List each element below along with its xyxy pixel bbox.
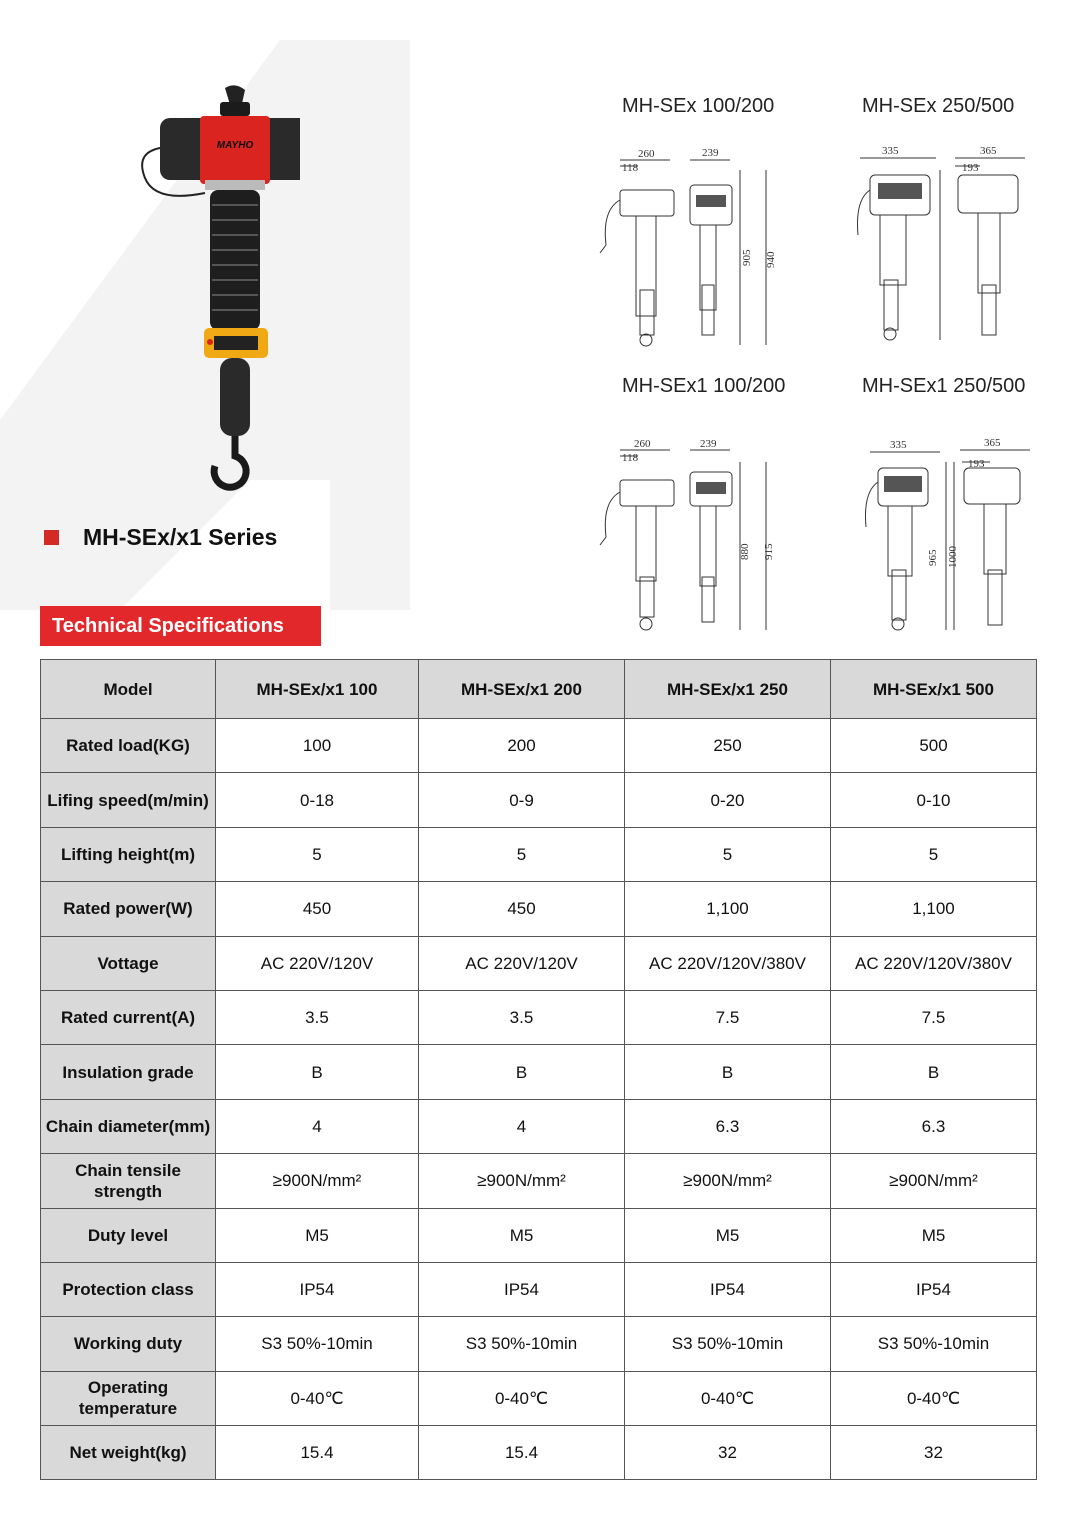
diagram-title: MH-SEx 250/500 (862, 95, 1015, 117)
table-row (41, 1262, 1037, 1316)
row-label: Insulation grade (41, 1045, 216, 1099)
table-cell: B (831, 1045, 1037, 1099)
row-label: Lifting height(m) (41, 827, 216, 881)
table-cell: 3.5 (419, 990, 625, 1044)
table-cell: 0-10 (831, 773, 1037, 827)
row-label: Rated current(A) (41, 990, 216, 1044)
dimension-label: 118 (622, 162, 639, 174)
table-cell: ≥900N/mm² (831, 1154, 1037, 1208)
table-row (41, 1317, 1037, 1371)
column-header: MH-SEx/x1 250 (625, 660, 831, 719)
row-label: Protection class (41, 1262, 216, 1316)
table-row (41, 990, 1037, 1044)
table-cell: AC 220V/120V (216, 936, 419, 990)
table-cell: 450 (419, 882, 625, 936)
table-cell: 15.4 (419, 1426, 625, 1480)
table-cell: ≥900N/mm² (419, 1154, 625, 1208)
column-header: Model (41, 660, 216, 719)
dimension-label: 335 (882, 145, 899, 157)
dimension-label: 193 (968, 458, 985, 470)
table-cell: 4 (216, 1099, 419, 1153)
table-cell: 6.3 (625, 1099, 831, 1153)
table-cell: 3.5 (216, 990, 419, 1044)
table-cell: 1,100 (831, 882, 1037, 936)
row-label: Vottage (41, 936, 216, 990)
table-cell: 7.5 (625, 990, 831, 1044)
table-cell: 6.3 (831, 1099, 1037, 1153)
table-cell: 4 (419, 1099, 625, 1153)
table-cell: 450 (216, 882, 419, 936)
table-cell: 5 (419, 827, 625, 881)
row-label: Lifing speed(m/min) (41, 773, 216, 827)
table-cell: B (625, 1045, 831, 1099)
row-label: Rated power(W) (41, 882, 216, 936)
table-cell: 5 (216, 827, 419, 881)
series-title: MH-SEx/x1 Series (83, 524, 278, 550)
table-cell: IP54 (419, 1262, 625, 1316)
row-label: Operating temperature (41, 1371, 216, 1425)
row-label: Rated load(KG) (41, 719, 216, 773)
row-label: Duty level (41, 1208, 216, 1262)
dimension-label: 905 (741, 249, 753, 266)
table-cell: 500 (831, 719, 1037, 773)
dimension-label: 365 (984, 437, 1001, 449)
table-cell: 0-40℃ (625, 1371, 831, 1425)
table-cell: M5 (419, 1208, 625, 1262)
diagram-title: MH-SEx 100/200 (622, 95, 775, 117)
diagram-title: MH-SEx1 100/200 (622, 375, 786, 397)
series-bullet-icon (44, 530, 59, 545)
table-cell: S3 50%-10min (216, 1317, 419, 1371)
dimension-label: 260 (634, 438, 651, 450)
hoist-product-photo (130, 80, 300, 500)
table-cell: 15.4 (216, 1426, 419, 1480)
spec-heading-banner: Technical Specifications (40, 606, 321, 646)
table-cell: AC 220V/120V/380V (625, 936, 831, 990)
table-row (41, 1154, 1037, 1208)
table-cell: 5 (831, 827, 1037, 881)
column-header: MH-SEx/x1 500 (831, 660, 1037, 719)
dimension-label: 940 (765, 251, 777, 268)
dimension-label: 118 (622, 452, 639, 464)
table-cell: 32 (831, 1426, 1037, 1480)
table-row (41, 936, 1037, 990)
table-cell: B (419, 1045, 625, 1099)
dimension-drawing (850, 432, 1040, 637)
table-cell: 0-40℃ (831, 1371, 1037, 1425)
dimension-label: 335 (890, 439, 907, 451)
dimension-label: 880 (739, 543, 751, 560)
table-cell: 0-18 (216, 773, 419, 827)
table-cell: 0-40℃ (419, 1371, 625, 1425)
table-cell: M5 (831, 1208, 1037, 1262)
spec-table (40, 659, 1037, 1480)
table-cell: AC 220V/120V (419, 936, 625, 990)
table-header-row (41, 660, 1037, 719)
table-cell: S3 50%-10min (419, 1317, 625, 1371)
brand-logo: MAYHO (216, 140, 254, 151)
table-row (41, 1099, 1037, 1153)
row-label: Chain tensile strength (41, 1154, 216, 1208)
table-row (41, 773, 1037, 827)
dimension-label: 1000 (947, 546, 959, 568)
table-cell: 5 (625, 827, 831, 881)
table-cell: ≥900N/mm² (625, 1154, 831, 1208)
dimension-label: 239 (700, 438, 717, 450)
table-cell: B (216, 1045, 419, 1099)
table-cell: 250 (625, 719, 831, 773)
table-cell: M5 (625, 1208, 831, 1262)
series-heading (44, 524, 277, 551)
column-header: MH-SEx/x1 100 (216, 660, 419, 719)
dimension-drawing (590, 432, 790, 637)
table-cell: ≥900N/mm² (216, 1154, 419, 1208)
column-header: MH-SEx/x1 200 (419, 660, 625, 719)
table-cell: 0-9 (419, 773, 625, 827)
row-label: Chain diameter(mm) (41, 1099, 216, 1153)
dimension-label: 260 (638, 148, 655, 160)
dimension-drawing (590, 140, 790, 355)
table-row (41, 1208, 1037, 1262)
table-row (41, 1045, 1037, 1099)
diagram-title: MH-SEx1 250/500 (862, 375, 1026, 397)
table-cell: 1,100 (625, 882, 831, 936)
table-cell: IP54 (216, 1262, 419, 1316)
table-cell: IP54 (831, 1262, 1037, 1316)
dimension-label: 365 (980, 145, 997, 157)
table-cell: 7.5 (831, 990, 1037, 1044)
table-row (41, 719, 1037, 773)
table-cell: 0-20 (625, 773, 831, 827)
table-row (41, 1371, 1037, 1425)
table-cell: IP54 (625, 1262, 831, 1316)
dimension-drawing (850, 140, 1040, 345)
table-row (41, 1426, 1037, 1480)
spec-table-body (41, 719, 1037, 1480)
dimension-label: 965 (927, 549, 939, 566)
table-cell: 200 (419, 719, 625, 773)
dimension-label: 239 (702, 147, 719, 159)
table-cell: 0-40℃ (216, 1371, 419, 1425)
table-cell: 32 (625, 1426, 831, 1480)
table-cell: 100 (216, 719, 419, 773)
table-row (41, 827, 1037, 881)
dimension-label: 193 (962, 162, 979, 174)
row-label: Net weight(kg) (41, 1426, 216, 1480)
table-row (41, 882, 1037, 936)
table-cell: S3 50%-10min (831, 1317, 1037, 1371)
table-cell: AC 220V/120V/380V (831, 936, 1037, 990)
dimension-label: 915 (763, 543, 775, 560)
table-cell: M5 (216, 1208, 419, 1262)
row-label: Working duty (41, 1317, 216, 1371)
table-cell: S3 50%-10min (625, 1317, 831, 1371)
